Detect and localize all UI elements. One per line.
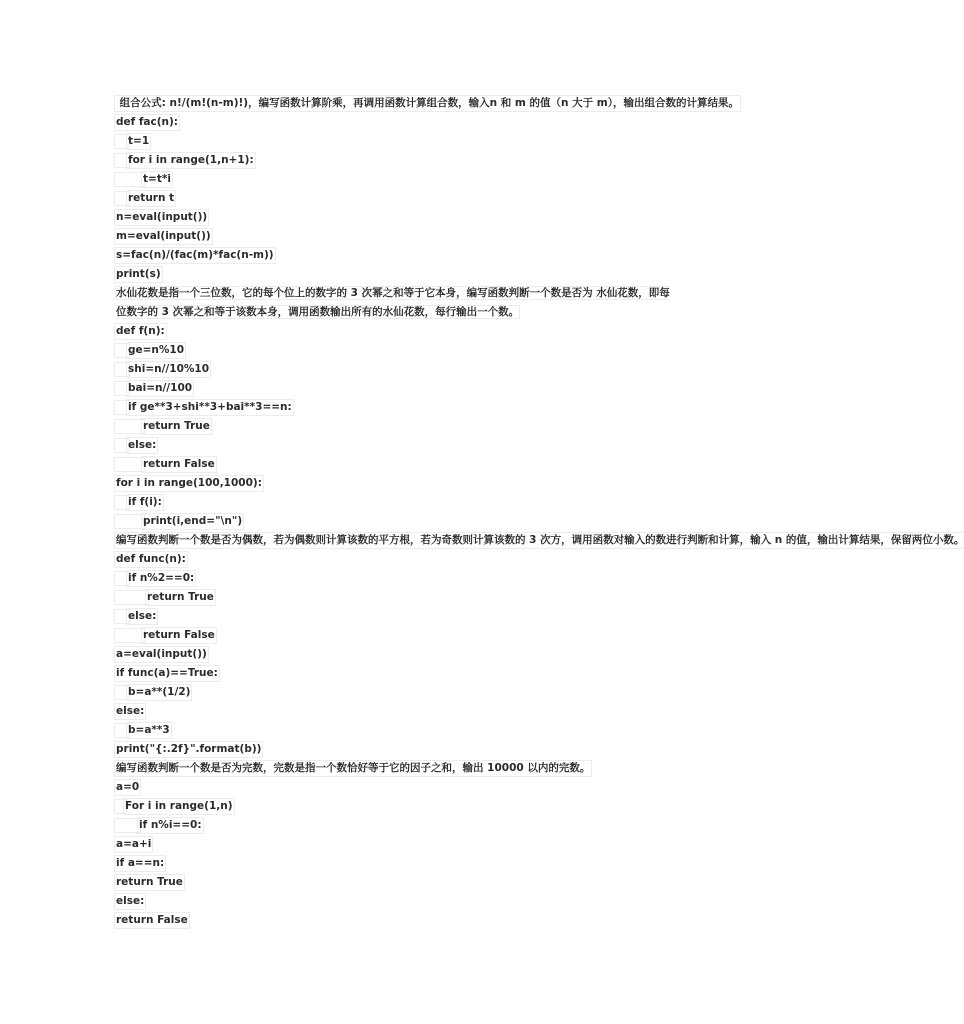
code-text: a=a+i bbox=[116, 838, 152, 850]
code-text: a=0 bbox=[116, 781, 140, 793]
code-text: def f(n): bbox=[116, 325, 165, 337]
text-segment: 组合公式: n!/(m!(n-m)!)，编写函数计算阶乘，再调用函数计算组合数，输入n 和 m 的值（n 大于 m），输出组合数的计算结果。 bbox=[116, 97, 739, 109]
code-line bbox=[116, 626, 676, 645]
code-line bbox=[116, 645, 676, 664]
code-line bbox=[116, 797, 676, 816]
code-line bbox=[116, 170, 676, 189]
problem-2-description bbox=[116, 284, 676, 322]
code-text: b=a**(1/2) bbox=[128, 686, 191, 698]
code-text: ge=n%10 bbox=[128, 344, 185, 356]
code-line bbox=[116, 132, 676, 151]
code-text: def fac(n): bbox=[116, 116, 179, 128]
code-text: return t bbox=[128, 192, 175, 204]
code-line bbox=[116, 417, 676, 436]
code-text: return False bbox=[143, 629, 215, 641]
code-line bbox=[116, 569, 676, 588]
code-text: a=eval(input()) bbox=[116, 648, 207, 660]
code-text: if n%2==0: bbox=[128, 572, 195, 584]
code-line bbox=[116, 493, 676, 512]
indent-space bbox=[116, 801, 125, 812]
code-line bbox=[116, 189, 676, 208]
code-text: else: bbox=[116, 705, 145, 717]
code-line bbox=[116, 379, 676, 398]
code-text: else: bbox=[128, 439, 157, 451]
text-segment: 编写函数判断一个数是否为完数，完数是指一个数恰好等于它的因子之和，输出 10000 以内的完数。 bbox=[116, 762, 591, 774]
code-text: shi=n//10%10 bbox=[128, 363, 210, 375]
code-line bbox=[116, 265, 676, 284]
indent-space bbox=[116, 155, 128, 166]
code-line bbox=[116, 873, 676, 892]
document-body bbox=[116, 94, 964, 930]
code-line bbox=[116, 322, 676, 341]
code-line bbox=[116, 816, 676, 835]
code-text: t=1 bbox=[128, 135, 150, 147]
indent-space bbox=[116, 383, 128, 394]
code-text: s=fac(n)/(fac(m)*fac(n-m)) bbox=[116, 249, 274, 261]
code-line bbox=[116, 341, 676, 360]
problem-4-description bbox=[116, 759, 676, 778]
code-line bbox=[116, 683, 676, 702]
code-text: print(s) bbox=[116, 268, 161, 280]
code-text: if a==n: bbox=[116, 857, 165, 869]
code-text: for i in range(100,1000): bbox=[116, 477, 262, 489]
code-line bbox=[116, 246, 676, 265]
code-text: return False bbox=[116, 914, 188, 926]
code-line bbox=[116, 721, 676, 740]
indent-space bbox=[116, 193, 128, 204]
code-line bbox=[116, 455, 676, 474]
code-text: return False bbox=[143, 458, 215, 470]
code-line bbox=[116, 227, 676, 246]
code-line bbox=[116, 835, 676, 854]
text-segment: 水仙花数是指一个三位数，它的每个位上的数字的 3 次幂之和等于它本身，编写函数判断一个数是否为 水仙花数，即每位数字的 3 次幂之和等于该数本身，调用函数输出所有的水仙花数，每行输出一个数。 bbox=[116, 287, 670, 318]
indent-space bbox=[116, 725, 128, 736]
text-segment: 编写函数判断一个数是否为偶数，若为偶数则计算该数的平方根，若为奇数则计算该数的 3 次方，调用函数对输入的数进行判断和计算，输入 n 的值，输出计算结果，保留两位小数。 bbox=[116, 534, 964, 546]
indent-space bbox=[116, 364, 128, 375]
indent-space bbox=[116, 611, 128, 622]
code-line bbox=[116, 360, 676, 379]
code-text: else: bbox=[116, 895, 145, 907]
code-line bbox=[116, 512, 676, 531]
code-line bbox=[116, 208, 676, 227]
code-line bbox=[116, 911, 676, 930]
code-text: For i in range(1,n) bbox=[125, 800, 233, 812]
code-text: if func(a)==True: bbox=[116, 667, 218, 679]
code-text: n=eval(input()) bbox=[116, 211, 208, 223]
problem-3-description bbox=[116, 531, 964, 550]
code-text: if ge**3+shi**3+bai**3==n: bbox=[128, 401, 292, 413]
code-line bbox=[116, 664, 676, 683]
code-line bbox=[116, 740, 676, 759]
code-text: print("{:.2f}".format(b)) bbox=[116, 743, 262, 755]
code-line bbox=[116, 550, 676, 569]
indent-space bbox=[116, 136, 128, 147]
code-line bbox=[116, 702, 676, 721]
indent-space bbox=[116, 345, 128, 356]
code-line bbox=[116, 778, 676, 797]
code-line bbox=[116, 436, 676, 455]
code-text: return True bbox=[116, 876, 183, 888]
indent-space bbox=[116, 630, 143, 641]
code-line bbox=[116, 398, 676, 417]
code-text: print(i,end="\n") bbox=[143, 515, 243, 527]
code-line bbox=[116, 113, 676, 132]
code-text: return True bbox=[143, 420, 210, 432]
code-text: for i in range(1,n+1): bbox=[128, 154, 254, 166]
code-text: else: bbox=[128, 610, 157, 622]
indent-space bbox=[116, 402, 128, 413]
code-line bbox=[116, 588, 676, 607]
code-line bbox=[116, 892, 676, 911]
indent-space bbox=[116, 573, 128, 584]
indent-space bbox=[116, 592, 147, 603]
indent-space bbox=[116, 687, 128, 698]
indent-space bbox=[116, 421, 143, 432]
code-text: return True bbox=[147, 591, 214, 603]
indent-space bbox=[116, 440, 128, 451]
code-text: if n%i==0: bbox=[139, 819, 202, 831]
code-text: b=a**3 bbox=[128, 724, 170, 736]
code-text: def func(n): bbox=[116, 553, 186, 565]
code-text: bai=n//100 bbox=[128, 382, 193, 394]
code-text: m=eval(input()) bbox=[116, 230, 211, 242]
code-line bbox=[116, 474, 676, 493]
indent-space bbox=[116, 497, 128, 508]
code-line bbox=[116, 854, 676, 873]
code-text: if f(i): bbox=[128, 496, 162, 508]
indent-space bbox=[116, 820, 139, 831]
code-line bbox=[116, 151, 676, 170]
code-line bbox=[116, 607, 676, 626]
problem-1-description bbox=[116, 94, 739, 113]
indent-space bbox=[116, 516, 143, 527]
indent-space bbox=[116, 174, 143, 185]
indent-space bbox=[116, 459, 143, 470]
code-text: t=t*i bbox=[143, 173, 171, 185]
